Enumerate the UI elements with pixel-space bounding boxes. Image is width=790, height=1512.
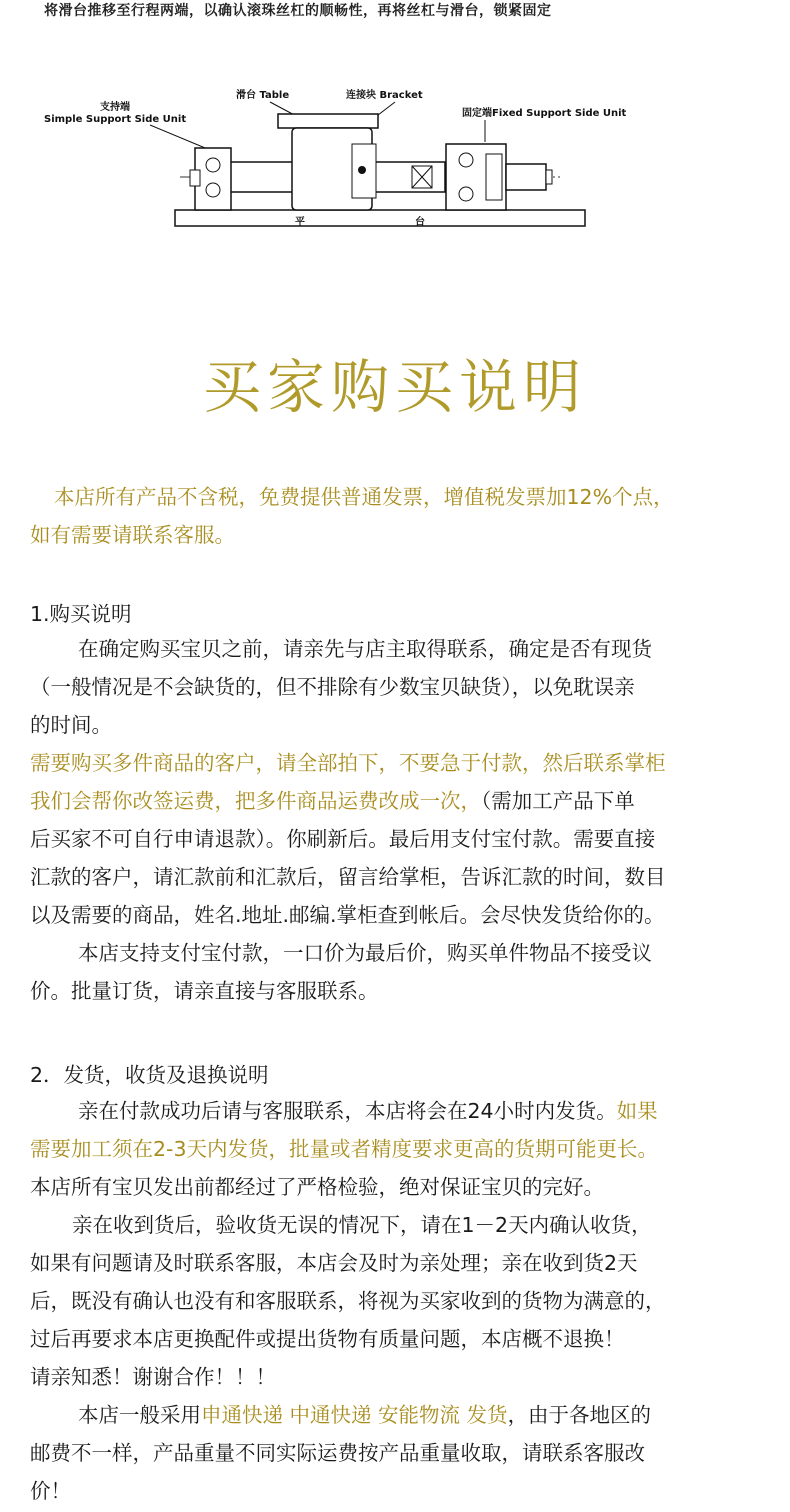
intro-text: [30, 478, 770, 554]
slide-table: [278, 114, 378, 128]
s2-line-normal: 亲在付款成功后请与客服联系，本店将会在24小时内发货。: [78, 1099, 617, 1123]
s2-line: 请亲知悉！谢谢合作！！！: [30, 1365, 276, 1389]
section1-body: [30, 630, 770, 1010]
shipping-carriers: 申通快递 中通快递 安能物流 发货: [201, 1403, 508, 1427]
s1-line-gold: 我们会帮你改签运费，把多件商品运费改成一次，: [30, 789, 481, 813]
s2-line: 价！: [30, 1479, 71, 1503]
s1-line: 的时间。: [30, 713, 112, 737]
s1-line: 本店支持支付宝付款，一口价为最后价，购买单件物品不接受议: [78, 941, 652, 965]
section2-body: [30, 1092, 770, 1510]
s1-line: 以及需要的商品，姓名.地址.邮编.掌柜查到帐后。会尽快发货给你的。: [30, 903, 665, 927]
s1-line: [30, 782, 770, 820]
s2-line: 过后再要求本店更换配件或提出货物有质量问题，本店概不退换！: [30, 1327, 625, 1351]
intro-line-1: 本店所有产品不含税，免费提供普通发票，增值税发票加12%个点，: [54, 485, 674, 509]
s2-line-gold: 如果: [616, 1099, 658, 1123]
s2-line: 亲在收到货后，验收货无误的情况下，请在1－2天内确认收货，: [72, 1213, 652, 1237]
s2-line-normal: 本店一般采用: [78, 1403, 201, 1427]
s2-line: 如果有问题请及时联系客服，本店会及时为亲处理；亲在收到货2天: [30, 1251, 638, 1275]
s2-line: [30, 1092, 770, 1130]
s1-line: 价。批量订货，请亲直接与客服联系。: [30, 979, 379, 1003]
intro-line-2: 如有需要请联系客服。: [30, 523, 235, 547]
s2-line: 邮费不一样，产品重量不同实际运费按产品重量收取，请联系客服改: [30, 1441, 645, 1465]
s2-line: 后，既没有确认也没有和客服联系，将视为买家收到的货物为满意的，: [30, 1289, 666, 1313]
table-label: 滑台 Table: [236, 90, 290, 101]
simple-support-cn-label: 支持端: [100, 102, 130, 113]
s2-line: 本店所有宝贝发出前都经过了严格检验，绝对保证宝贝的完好。: [30, 1175, 604, 1199]
s2-line-normal: ，由于各地区的: [507, 1403, 652, 1427]
s2-line: [30, 1396, 770, 1434]
fixed-support-label: 固定端Fixed Support Side Unit: [462, 108, 627, 119]
s1-line: 后买家不可自行申请退款）。你刷新后。最后用支付宝付款。需要直接: [30, 827, 656, 851]
s1-line: 在确定购买宝贝之前，请亲先与店主取得联系，确定是否有现货: [78, 637, 652, 661]
page-title: 买家购买说明: [202, 353, 587, 421]
s1-line: （一般情况是不会缺货的，但不排除有少数宝贝缺货），以免耽误亲: [30, 675, 635, 699]
section1-heading: 1.购买说明: [30, 602, 132, 626]
platform-base: [175, 210, 585, 226]
s1-line: 汇款的客户，请汇款前和汇款后，留言给掌柜，告诉汇款的时间，数目: [30, 865, 666, 889]
s1-line-normal: （需加工产品下单: [481, 789, 635, 813]
top-instruction: 将滑台推移至行程两端，以确认滚珠丝杠的顺畅性，再将丝杠与滑台，锁紧固定: [44, 3, 552, 19]
diagram-svg: [0, 70, 790, 250]
simple-support-en-label: Simple Support Side Unit: [44, 114, 187, 125]
bracket-label: 连接块 Bracket: [346, 90, 423, 101]
s2-line: 需要加工须在2-3天内发货，批量或者精度要求更高的货期可能更长。: [30, 1137, 658, 1161]
platform-label-left: 平: [295, 217, 305, 228]
section2-heading: 2．发货，收货及退换说明: [30, 1063, 269, 1087]
s1-line: 需要购买多件商品的客户，请全部拍下，不要急于付款，然后联系掌柜: [30, 751, 666, 775]
ball-screw-diagram: [0, 70, 790, 250]
platform-label-right: 台: [415, 217, 425, 228]
